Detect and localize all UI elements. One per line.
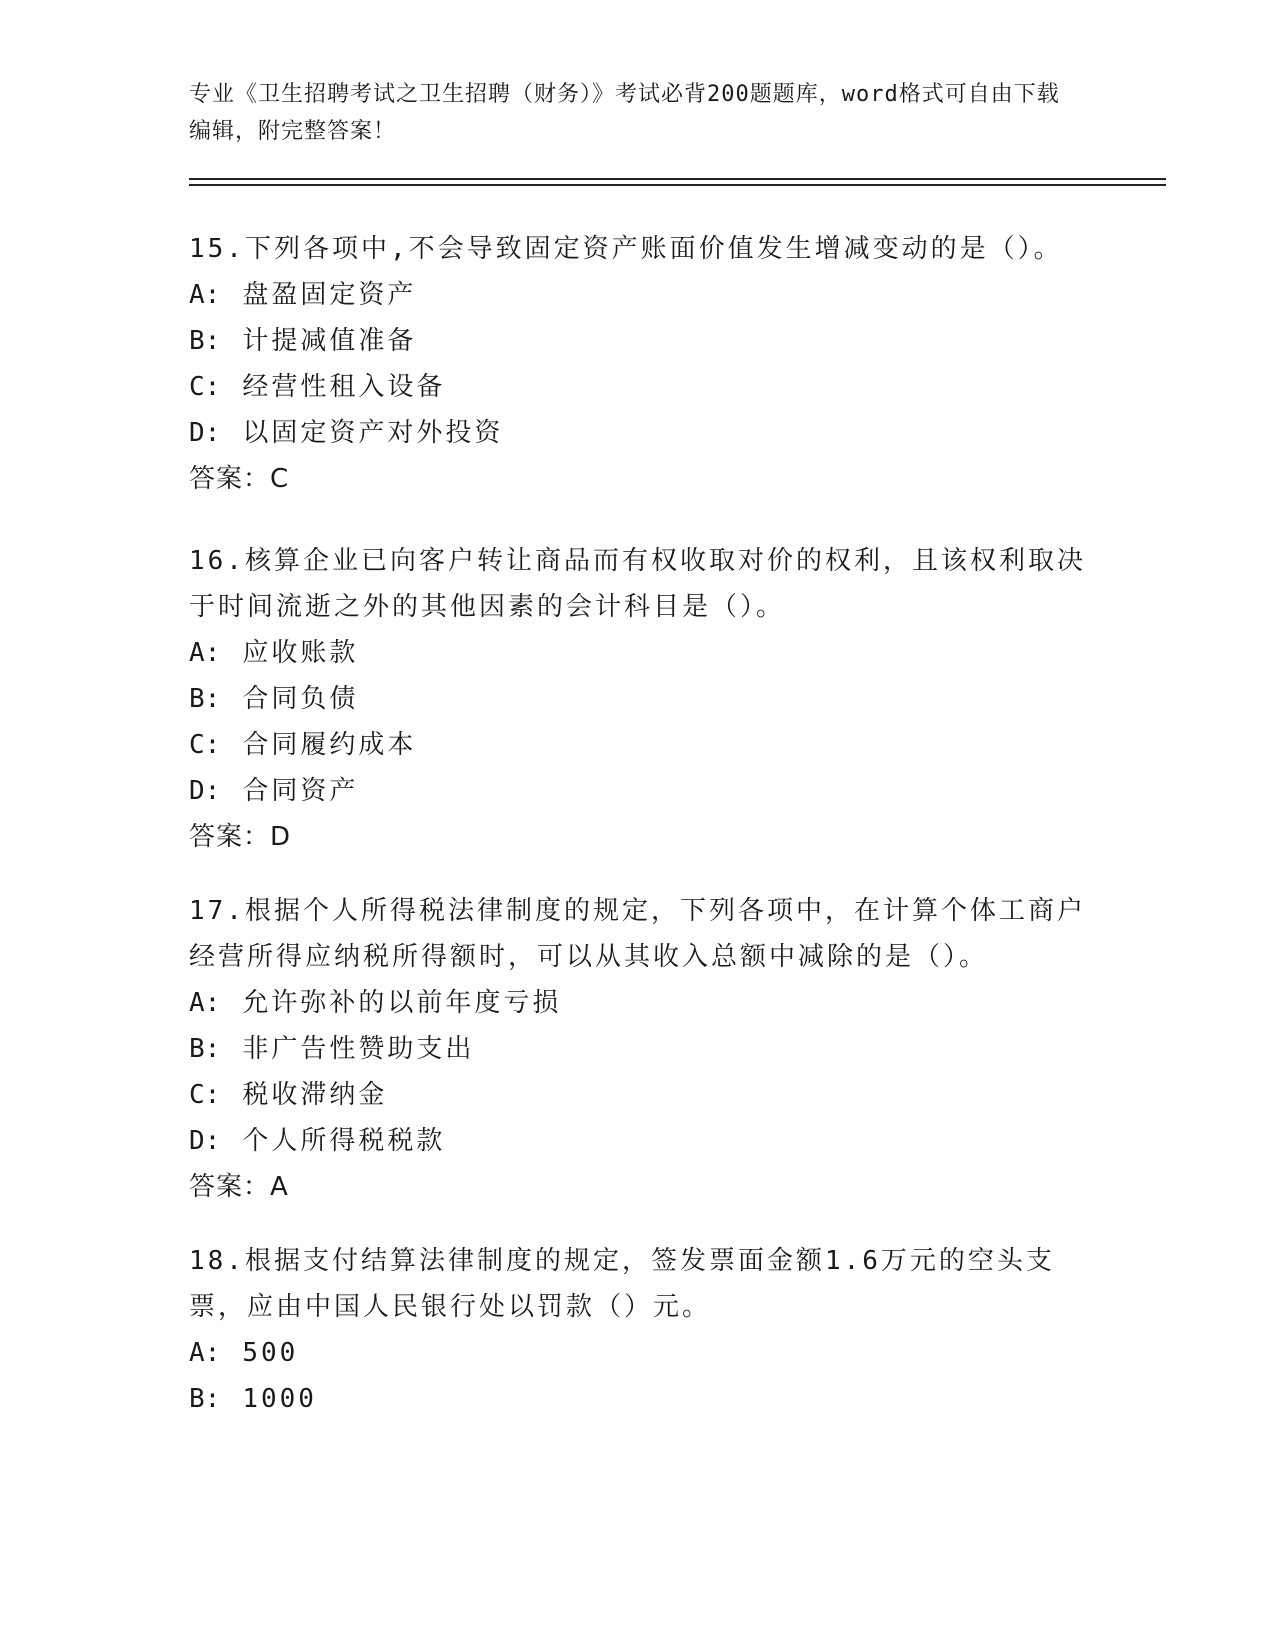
option-letter: D: bbox=[189, 418, 221, 448]
question-15 bbox=[189, 226, 1089, 502]
option-c bbox=[189, 1072, 1089, 1118]
option-letter: B: bbox=[189, 1034, 221, 1064]
option-letter: D: bbox=[189, 1126, 221, 1156]
document-intro: 专业《卫生招聘考试之卫生招聘（财务）》考试必背200题题库，word格式可自由下载编辑，附完整答案！ bbox=[189, 82, 1060, 144]
option-a bbox=[189, 1330, 1089, 1376]
option-a bbox=[189, 980, 1089, 1026]
option-text: 合同资产 bbox=[242, 776, 359, 806]
answer-line: 答案：A bbox=[189, 1172, 289, 1202]
question-17 bbox=[189, 888, 1089, 1210]
option-d bbox=[189, 768, 1089, 814]
option-letter: A: bbox=[189, 988, 221, 1018]
option-text: 500 bbox=[242, 1338, 299, 1368]
option-b bbox=[189, 676, 1089, 722]
question-18 bbox=[189, 1238, 1089, 1422]
option-d bbox=[189, 410, 1089, 456]
option-text: 非广告性赞助支出 bbox=[242, 1034, 475, 1064]
option-letter: B: bbox=[189, 684, 221, 714]
option-c bbox=[189, 364, 1089, 410]
question-stem: 16.核算企业已向客户转让商品而有权收取对价的权利，且该权利取决于时间流逝之外的其他因素的会计科目是（）。 bbox=[189, 546, 1086, 622]
option-text: 允许弥补的以前年度亏损 bbox=[242, 988, 562, 1018]
option-letter: A: bbox=[189, 1338, 221, 1368]
option-b bbox=[189, 318, 1089, 364]
option-letter: B: bbox=[189, 326, 221, 356]
option-text: 以固定资产对外投资 bbox=[242, 418, 504, 448]
question-16 bbox=[189, 538, 1089, 860]
option-letter: A: bbox=[189, 638, 221, 668]
option-text: 1000 bbox=[242, 1384, 317, 1414]
option-letter: D: bbox=[189, 776, 221, 806]
question-stem: 18.根据支付结算法律制度的规定，签发票面金额1.6万元的空头支票，应由中国人民银行处以罚款（）元。 bbox=[189, 1246, 1055, 1322]
header-divider-bottom bbox=[189, 184, 1166, 186]
option-text: 盘盈固定资产 bbox=[242, 280, 417, 310]
option-letter: C: bbox=[189, 730, 221, 760]
option-letter: C: bbox=[189, 372, 221, 402]
option-b bbox=[189, 1376, 1089, 1422]
option-text: 税收滞纳金 bbox=[242, 1080, 388, 1110]
option-letter: B: bbox=[189, 1384, 221, 1414]
option-a bbox=[189, 272, 1089, 318]
option-d bbox=[189, 1118, 1089, 1164]
answer-line: 答案：D bbox=[189, 822, 292, 852]
option-text: 经营性租入设备 bbox=[242, 372, 446, 402]
option-a bbox=[189, 630, 1089, 676]
option-letter: A: bbox=[189, 280, 221, 310]
option-b bbox=[189, 1026, 1089, 1072]
option-text: 计提减值准备 bbox=[242, 326, 417, 356]
option-c bbox=[189, 722, 1089, 768]
option-text: 合同负债 bbox=[242, 684, 359, 714]
option-text: 合同履约成本 bbox=[242, 730, 417, 760]
option-letter: C: bbox=[189, 1080, 221, 1110]
header-divider-top bbox=[189, 178, 1166, 180]
option-text: 应收账款 bbox=[242, 638, 359, 668]
question-stem: 15.下列各项中,不会导致固定资产账面价值发生增减变动的是（）。 bbox=[189, 234, 1063, 264]
question-stem: 17.根据个人所得税法律制度的规定，下列各项中，在计算个体工商户经营所得应纳税所得额时，可以从其收入总额中减除的是（）。 bbox=[189, 896, 1086, 972]
option-text: 个人所得税税款 bbox=[242, 1126, 446, 1156]
answer-line: 答案：C bbox=[189, 464, 290, 494]
